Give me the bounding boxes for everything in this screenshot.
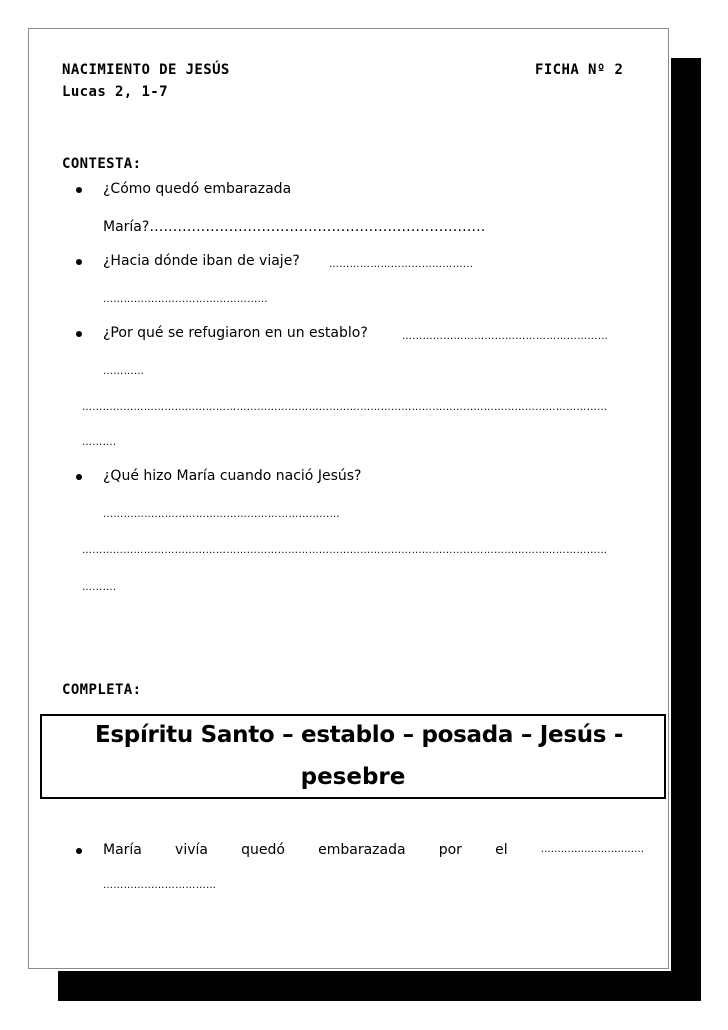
question-1-answer-line[interactable]: María?……………………………………………………………… (103, 219, 486, 235)
sentence-word: quedó (241, 842, 285, 858)
question-3-answer-line-4[interactable]: ………. (82, 437, 117, 448)
sheet-number: FICHA Nº 2 (535, 62, 624, 78)
sentence-answer-line[interactable]: …………………………. (540, 844, 644, 855)
completa-heading: COMPLETA: (62, 682, 142, 698)
bible-reference: Lucas 2, 1-7 (62, 84, 168, 100)
question-3-answer-line-3[interactable]: ……………………………………………………………………………………………………………………………………… (82, 402, 608, 413)
bullet-icon (76, 259, 82, 265)
word-bank-line-2: pesebre (300, 764, 406, 790)
question-4-answer-line-2[interactable]: ……………………………………………………………………………………………………………………………………… (82, 545, 608, 556)
question-4: ¿Qué hizo María cuando nació Jesús? (103, 468, 362, 484)
sentence-answer-line-2[interactable]: …………………………… (103, 880, 217, 891)
question-2-answer-line-2[interactable]: ………………………………………… (103, 294, 268, 305)
word-bank-line-1: Espíritu Santo – establo – posada – Jesús - (95, 722, 624, 748)
bullet-icon (76, 848, 82, 854)
word-bank-box (40, 714, 666, 799)
bullet-icon (76, 474, 82, 480)
question-3-answer-line[interactable]: …………………………………………………… (402, 331, 608, 342)
sentence-word: María (103, 842, 142, 858)
question-3: ¿Por qué se refugiaron en un establo? (103, 325, 368, 341)
bullet-icon (76, 331, 82, 337)
completion-sentence (103, 841, 644, 859)
sentence-word: vivía (175, 842, 208, 858)
sentence-word: por (438, 842, 462, 858)
question-2-answer-line[interactable]: …………………………………… (329, 259, 474, 270)
bullet-icon (76, 187, 82, 193)
contesta-heading: CONTESTA: (62, 156, 142, 172)
question-4-answer-line[interactable]: …………………………………………………………… (103, 509, 340, 520)
question-1: ¿Cómo quedó embarazada (103, 181, 292, 197)
question-2: ¿Hacia dónde iban de viaje? (103, 253, 300, 269)
page-shadow-bottom (58, 971, 701, 1001)
worksheet-title: NACIMIENTO DE JESÚS (62, 62, 230, 78)
sentence-word: embarazada (318, 842, 406, 858)
sentence-word: el (495, 842, 508, 858)
question-4-answer-line-3[interactable]: ………. (82, 582, 117, 593)
page-shadow-right (671, 58, 701, 1001)
question-3-answer-line-2[interactable]: ………… (103, 366, 145, 377)
